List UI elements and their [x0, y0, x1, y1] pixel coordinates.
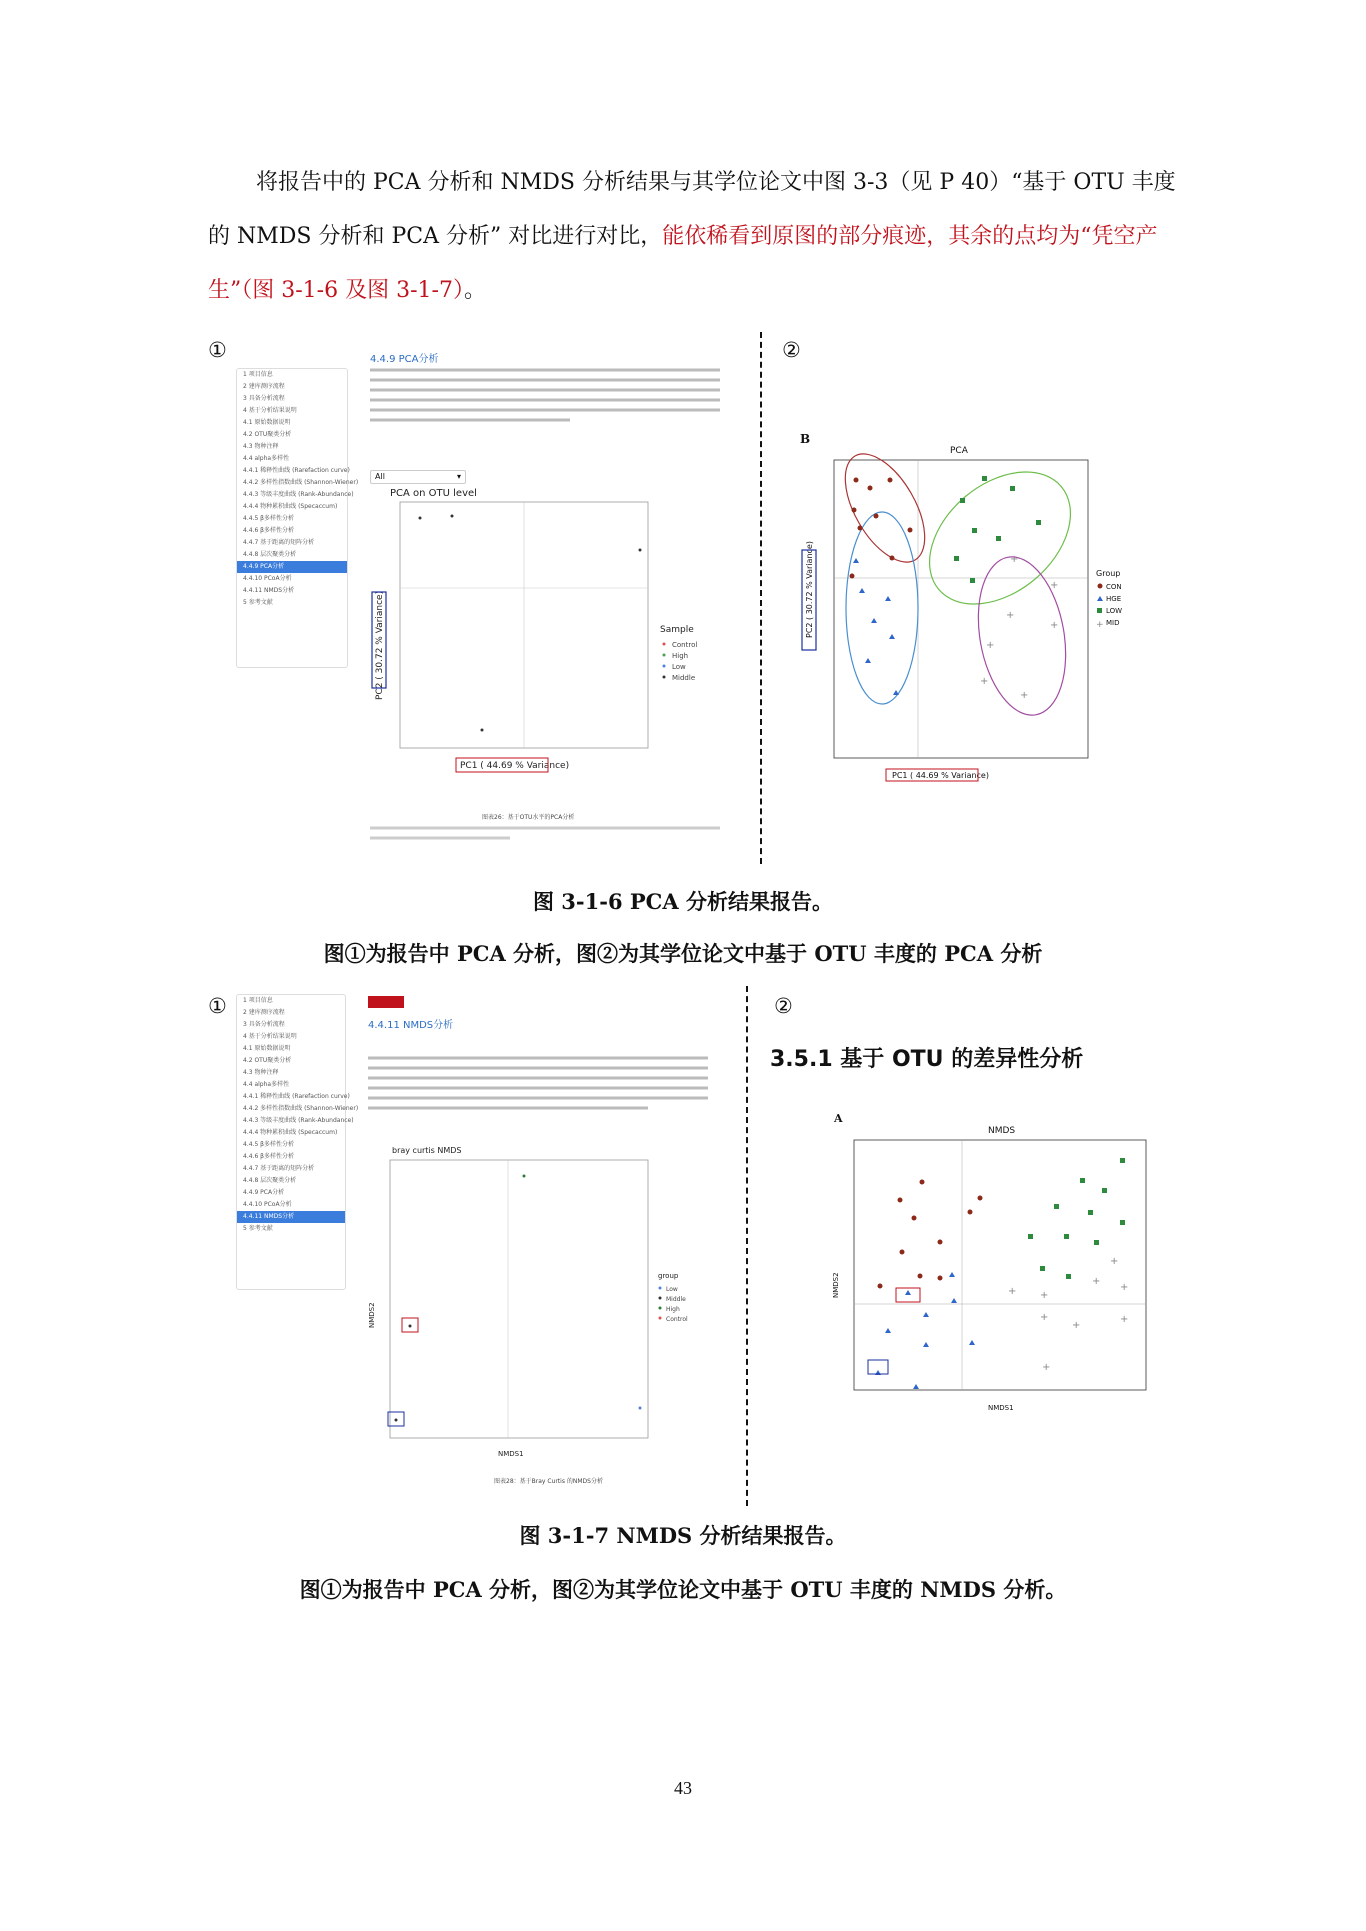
- report-legend-title: Sample: [660, 625, 694, 635]
- nav-item[interactable]: 4.4.5 β多样性分析: [243, 1141, 295, 1148]
- svg-text:+: +: [1120, 1282, 1129, 1293]
- dropdown-value: All: [375, 472, 385, 481]
- nav-item[interactable]: 4.1 原始数据说明: [243, 419, 291, 426]
- report2-point: [523, 1175, 526, 1178]
- report-pca-plot: [372, 500, 742, 790]
- report-text-block: [370, 366, 730, 430]
- nav-item[interactable]: 2 建库测序流程: [243, 1009, 285, 1016]
- figure1-thesis-plot: [800, 424, 1130, 796]
- nav-item[interactable]: 1 项目信息: [243, 997, 273, 1004]
- thesis-plot-title: PCA: [950, 446, 968, 456]
- nav-item[interactable]: 4.4.6 β多样性分析: [243, 527, 295, 534]
- svg-text:+: +: [1040, 1312, 1049, 1323]
- thesis-heading: 3.5.1 基于 OTU 的差异性分析: [770, 1047, 1084, 1072]
- nav-item[interactable]: 4.4.3 等级丰度曲线 (Rank-Abundance): [243, 491, 354, 498]
- nav-item[interactable]: 4.4.8 层次聚类分析: [243, 1177, 297, 1184]
- svg-text:+: +: [1110, 1256, 1119, 1267]
- thesis-xlabel: PC1 ( 44.69 % Variance): [892, 771, 989, 780]
- figure2-thesis-plot: [770, 1040, 1170, 1500]
- nav-item-active[interactable]: 4.4.9 PCA分析: [237, 561, 347, 573]
- nav-item[interactable]: 5 参考文献: [243, 1225, 273, 1232]
- svg-text:+: +: [1050, 620, 1059, 631]
- svg-text:+: +: [1010, 554, 1019, 565]
- nav-item[interactable]: 4.4.10 PCoA分析: [243, 1201, 292, 1208]
- nav-item[interactable]: 3 具备分析流程: [243, 395, 285, 402]
- thesis2-ylabel: NMDS2: [832, 1272, 840, 1298]
- report-legend-item: Control: [672, 641, 698, 649]
- svg-text:+: +: [1008, 1286, 1017, 1297]
- report2-xlabel: NMDS1: [498, 1450, 524, 1458]
- nav-item[interactable]: 4.2 OTU聚类分析: [243, 1057, 292, 1064]
- nav-item[interactable]: 4.1 原始数据说明: [243, 1045, 291, 1052]
- svg-text:+: +: [1096, 620, 1104, 630]
- figure1-report-screenshot: [232, 348, 742, 848]
- svg-text:+: +: [980, 676, 989, 687]
- nav-item[interactable]: 1 项目信息: [243, 371, 273, 378]
- report-point: [481, 729, 484, 732]
- report2-ylabel: NMDS2: [368, 1302, 376, 1328]
- paragraph-highlight: 能依稀看到原图的部分痕迹，其余的点均为“凭空产生”（图 3-1-6 及图 3-1-7）: [208, 224, 1158, 303]
- figure1-marker-left: ①: [208, 338, 227, 362]
- nav-item[interactable]: 4.4.7 基于距离的矩阵分析: [243, 1165, 315, 1172]
- nav-item[interactable]: 4.4.8 层次聚类分析: [243, 551, 297, 558]
- thesis2-plot-title: NMDS: [988, 1126, 1016, 1136]
- report2-point: [639, 1407, 642, 1410]
- report-nmds-plot: [368, 1158, 718, 1468]
- figure2-caption-line1: 图 3-1-7 NMDS 分析结果报告。: [519, 1523, 847, 1548]
- report-note: [370, 824, 730, 844]
- report2-fig-caption: 图表28：基于Bray Curtis 的NMDS分析: [494, 1478, 603, 1485]
- report-ylabel: PC2 ( 30.72 % Variance): [375, 590, 385, 700]
- nav-item[interactable]: 4.4.7 基于距离的矩阵分析: [243, 539, 315, 546]
- figure2-caption-line2: 图①为报告中 PCA 分析，图②为其学位论文中基于 OTU 丰度的 NMDS 分析。: [299, 1577, 1067, 1602]
- report2-point: [409, 1325, 412, 1328]
- report-point: [419, 517, 422, 520]
- report-xlabel: PC1 ( 44.69 % Variance): [460, 761, 570, 771]
- report2-plot-title: bray curtis NMDS: [392, 1146, 462, 1155]
- thesis2-panel-label: A: [834, 1112, 843, 1125]
- thesis-legend-item: MID: [1106, 619, 1120, 627]
- nav-item[interactable]: 4.4.1 稀释性曲线 (Rarefaction curve): [243, 467, 350, 474]
- nav-item[interactable]: 4.4.2 多样性指数曲线 (Shannon-Wiener): [243, 1105, 359, 1112]
- nav-item[interactable]: 4.4.3 等级丰度曲线 (Rank-Abundance): [243, 1117, 354, 1124]
- report2-legend-item: Middle: [666, 1296, 686, 1303]
- thesis2-xlabel: NMDS1: [988, 1404, 1014, 1412]
- report-legend-item: Middle: [672, 674, 696, 682]
- report-logo: [368, 996, 404, 1008]
- nav-item[interactable]: 4.4.1 稀释性曲线 (Rarefaction curve): [243, 1093, 350, 1100]
- report2-legend-item: High: [666, 1306, 680, 1313]
- figure1-divider: [760, 332, 762, 864]
- report-legend-item: High: [672, 652, 689, 660]
- svg-text:+: +: [1042, 1362, 1051, 1373]
- nav-item[interactable]: 4.4.9 PCA分析: [243, 1189, 285, 1196]
- svg-text:+: +: [1072, 1320, 1081, 1331]
- nav-item-active[interactable]: 4.4.11 NMDS分析: [237, 1211, 345, 1223]
- thesis-panel-label: B: [800, 432, 811, 446]
- nav-item[interactable]: 3 具备分析流程: [243, 1021, 285, 1028]
- report-point: [451, 515, 454, 518]
- thesis-legend-item: HGE: [1106, 595, 1122, 603]
- svg-text:+: +: [986, 640, 995, 651]
- report-legend-item: Low: [672, 663, 686, 671]
- figure1-caption-line1: 图 3-1-6 PCA 分析结果报告。: [533, 889, 833, 914]
- paragraph-end: 。: [463, 278, 486, 303]
- page-number: 43: [674, 1778, 692, 1798]
- nav-item[interactable]: 4.4.11 NMDS分析: [243, 587, 295, 594]
- svg-text:+: +: [1050, 580, 1059, 591]
- nav-item[interactable]: 4.4.6 β多样性分析: [243, 1153, 295, 1160]
- body-paragraph: [208, 156, 1178, 318]
- thesis-legend-title: Group: [1096, 569, 1121, 578]
- nav-item[interactable]: 4 基于分析结果说明: [243, 1033, 297, 1040]
- report2-point: [395, 1419, 398, 1422]
- nav-item[interactable]: 4.4 alpha多样性: [243, 455, 290, 462]
- report-nav: [236, 368, 359, 668]
- figure2-marker-right: ②: [774, 994, 793, 1018]
- report-point: [639, 549, 642, 552]
- nav-item[interactable]: 4.4.10 PCoA分析: [243, 575, 292, 582]
- svg-text:+: +: [1006, 610, 1015, 621]
- thesis-legend-item: LOW: [1106, 607, 1123, 615]
- report-dropdown[interactable]: [370, 470, 466, 484]
- chevron-down-icon: ▾: [456, 472, 461, 481]
- thesis-ylabel: PC2 ( 30.72 % Variance): [805, 541, 814, 638]
- figure1-marker-right: ②: [782, 338, 801, 362]
- nav-item[interactable]: 4.4.2 多样性指数曲线 (Shannon-Wiener): [243, 479, 359, 486]
- svg-text:+: +: [1092, 1276, 1101, 1287]
- nav-item[interactable]: 4.3 物种注释: [243, 1069, 279, 1076]
- svg-text:+: +: [1120, 1314, 1129, 1325]
- report-plot-title: PCA on OTU level: [390, 488, 477, 499]
- nav-item[interactable]: 5 参考文献: [243, 599, 273, 606]
- report2-nav: [236, 994, 359, 1290]
- nav-item[interactable]: 4.4.4 物种累积曲线 (Specaccum): [243, 1129, 338, 1136]
- nav-item[interactable]: 2 建库测序流程: [243, 383, 285, 390]
- report2-legend-item: Low: [666, 1286, 678, 1293]
- paragraph-text: 将报告中的 PCA 分析和 NMDS 分析结果与其学位论文中图 3-3（见 P 40）“基于 OTU 丰度的 NMDS 分析和 PCA 分析” 对比进行对比，: [208, 170, 1176, 249]
- nav-item[interactable]: 4.3 物种注释: [243, 443, 279, 450]
- figure2-report-screenshot: [232, 994, 722, 1498]
- report-fig-caption: 图表26：基于OTU水平的PCA分析: [482, 814, 575, 821]
- nav-item[interactable]: 4 基于分析结果说明: [243, 407, 297, 414]
- svg-text:+: +: [1040, 1290, 1049, 1301]
- figure1-caption-line2: 图①为报告中 PCA 分析，图②为其学位论文中基于 OTU 丰度的 PCA 分析: [323, 941, 1043, 966]
- report2-section-title: 4.4.11 NMDS分析: [368, 1020, 454, 1031]
- report2-legend-title: group: [658, 1272, 679, 1280]
- nav-item[interactable]: 4.2 OTU聚类分析: [243, 431, 292, 438]
- report2-legend-item: Control: [666, 1316, 688, 1323]
- thesis-legend-item: CON: [1106, 583, 1122, 591]
- figure2-marker-left: ①: [208, 994, 227, 1018]
- report-section-title: 4.4.9 PCA分析: [370, 354, 439, 365]
- report2-text-block: [368, 1054, 718, 1124]
- nav-item[interactable]: 4.4.5 β多样性分析: [243, 515, 295, 522]
- svg-text:+: +: [1020, 690, 1029, 701]
- nav-item[interactable]: 4.4 alpha多样性: [243, 1081, 290, 1088]
- nav-item[interactable]: 4.4.4 物种累积曲线 (Specaccum): [243, 503, 338, 510]
- figure2-divider: [746, 986, 748, 1506]
